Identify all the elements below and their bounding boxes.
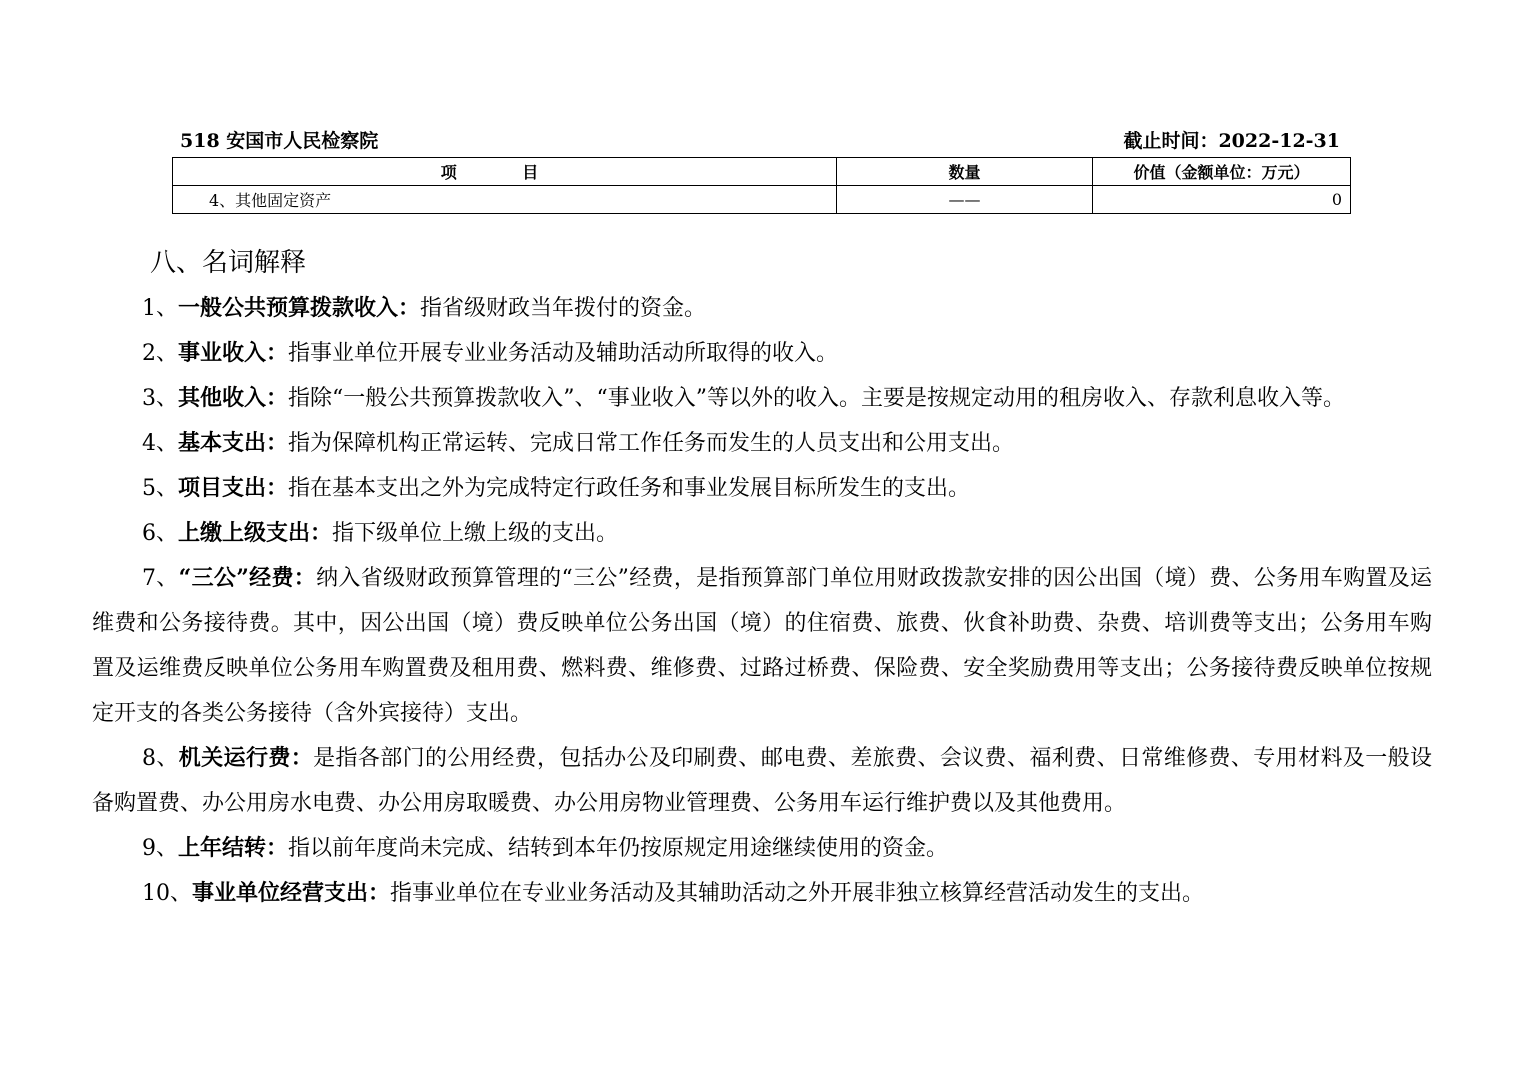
definition-term: 上缴上级支出：	[178, 520, 333, 546]
definition-item	[92, 556, 1432, 736]
definition-number: 6、	[142, 521, 178, 546]
definition-item	[92, 736, 1432, 826]
definition-item	[92, 421, 1432, 466]
definition-term: 上年结转：	[178, 835, 289, 861]
definition-number: 5、	[142, 476, 178, 501]
table-row	[173, 186, 1351, 214]
definition-number: 8、	[142, 746, 179, 771]
definition-term: 机关运行费：	[178, 745, 314, 771]
asset-table	[172, 157, 1351, 214]
definition-term: 项目支出：	[178, 475, 289, 501]
definition-item	[92, 376, 1432, 421]
section-title: 八、名词解释	[150, 248, 307, 278]
definition-item	[92, 511, 1432, 556]
definition-number: 9、	[142, 836, 178, 861]
definition-number: 1、	[142, 296, 178, 321]
definition-item	[92, 826, 1432, 871]
definition-term: 其他收入：	[178, 385, 289, 411]
definition-number: 3、	[142, 386, 178, 411]
cell-item: 4、其他固定资产	[173, 186, 837, 214]
definition-item	[92, 466, 1432, 511]
definition-desc: 指省级财政当年拨付的资金。	[420, 296, 707, 321]
definition-desc: 指下级单位上缴上级的支出。	[332, 521, 619, 546]
definition-term: 事业收入：	[178, 340, 289, 366]
definition-term: 事业单位经营支出：	[192, 880, 391, 906]
definition-desc: 指事业单位在专业业务活动及其辅助活动之外开展非独立核算经营活动发生的支出。	[390, 881, 1205, 906]
cell-value: 0	[1093, 186, 1351, 214]
definition-desc: 指除“一般公共预算拨款收入”、“事业收入”等以外的收入。主要是按规定动用的租房收入、存款利息收入等。	[288, 386, 1346, 411]
table-header-row	[180, 126, 1340, 154]
column-header-value: 价值（金额单位：万元）	[1093, 158, 1351, 186]
definition-term: “三公”经费：	[178, 565, 317, 591]
definition-desc: 纳入省级财政预算管理的“三公”经费，是指预算部门单位用财政拨款安排的因公出国（境）费、公务用车购置及运维费和公务接待费。其中，因公出国（境）费反映单位公务出国（境）的住宿费、旅费、伙食补助费、杂费、培训费等支出；公务用车购置及运维费反映单位公务用车购置费及租用费、燃料费、维修费、过路过桥费、保险费、安全奖励费用等支出；公务接待费反映单位按规定开支的各类公务接待（含外宾接待）支出。	[92, 566, 1433, 726]
definition-desc: 指以前年度尚未完成、结转到本年仍按原规定用途继续使用的资金。	[288, 836, 949, 861]
definition-number: 10、	[142, 881, 192, 906]
cutoff-date: 截止时间：2022-12-31	[1123, 130, 1340, 152]
definition-number: 2、	[142, 341, 178, 366]
unit-name: 518 安国市人民检察院	[180, 130, 379, 152]
cell-qty: ——	[837, 186, 1093, 214]
definition-number: 7、	[142, 566, 179, 591]
definition-item	[92, 331, 1432, 376]
definition-desc: 指在基本支出之外为完成特定行政任务和事业发展目标所发生的支出。	[288, 476, 971, 501]
definition-desc: 指为保障机构正常运转、完成日常工作任务而发生的人员支出和公用支出。	[288, 431, 1015, 456]
definition-term: 一般公共预算拨款收入：	[178, 295, 421, 321]
definitions-list	[92, 286, 1432, 916]
definition-number: 4、	[142, 431, 178, 456]
definition-desc: 是指各部门的公用经费，包括办公及印刷费、邮电费、差旅费、会议费、福利费、日常维修费、专用材料及一般设备购置费、办公用房水电费、办公用房取暖费、办公用房物业管理费、公务用车运行维护费以及其他费用。	[92, 746, 1432, 816]
table-header	[173, 158, 1351, 186]
column-header-qty: 数量	[837, 158, 1093, 186]
definition-desc: 指事业单位开展专业业务活动及辅助活动所取得的收入。	[288, 341, 839, 366]
column-header-item: 项 目	[173, 158, 837, 186]
definition-term: 基本支出：	[178, 430, 289, 456]
definition-item	[92, 871, 1432, 916]
definition-item	[92, 286, 1432, 331]
